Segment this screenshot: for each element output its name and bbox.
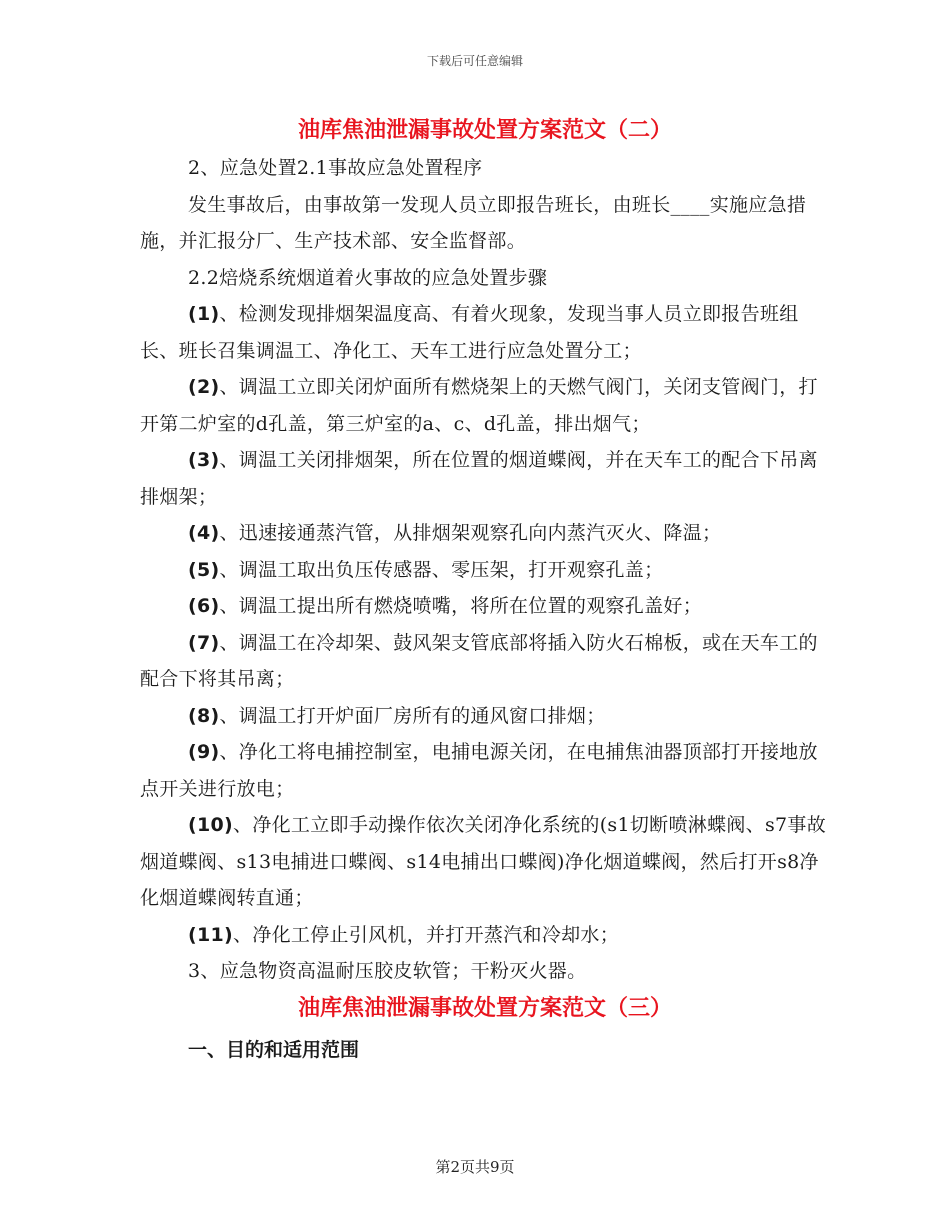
step-number: (7) <box>188 631 220 654</box>
paragraph-text: 、调温工在冷却架、鼓风架支管底部将插入防火石棉板，或在天车工的配合下将其吊离； <box>140 631 818 690</box>
paragraph <box>140 625 830 698</box>
step-number: (10) <box>188 814 234 836</box>
document-content <box>140 112 830 1068</box>
header-note: 下载后可任意编辑 <box>426 54 523 68</box>
section-2-body <box>140 150 830 990</box>
step-number: (9) <box>188 741 220 763</box>
step-number: (8) <box>188 704 220 727</box>
paragraph <box>140 552 830 589</box>
paragraph-text: 、调温工关闭排烟架，所在位置的烟道蝶阀，并在天车工的配合下吊离排烟架； <box>140 449 818 508</box>
step-number: (2) <box>188 376 220 398</box>
paragraph <box>140 953 830 990</box>
step-number: (3) <box>188 449 220 471</box>
paragraph <box>140 150 830 187</box>
paragraph-text: 2、应急处置2.1事故应急处置程序 <box>188 157 483 179</box>
paragraph <box>140 917 830 954</box>
step-number: (5) <box>188 558 220 581</box>
step-number: (1) <box>188 303 220 325</box>
paragraph-text: 、迅速接通蒸汽管，从排烟架观察孔向内蒸汽灭火、降温； <box>219 522 722 544</box>
paragraph <box>140 260 830 297</box>
paragraph-text: 、调温工提出所有燃烧喷嘴，将所在位置的观察孔盖好； <box>219 595 703 617</box>
paragraph <box>140 369 830 442</box>
step-number: (11) <box>188 923 234 946</box>
paragraph <box>140 296 830 369</box>
paragraph-text: 、调温工打开炉面厂房所有的通风窗口排烟； <box>219 704 606 727</box>
page-number: 第2页共9页 <box>435 1158 515 1176</box>
paragraph-text: 、净化工立即手动操作依次关闭净化系统的(s1切断喷淋蝶阀、s7事故烟道蝶阀、s13电捕进口蝶阀、s14电捕出口蝶阀)净化烟道蝶阀，然后打开s8净化烟道蝶阀转直通； <box>140 814 827 909</box>
paragraph-text: 发生事故后，由事故第一发现人员立即报告班长，由班长____实施应急措施，并汇报分厂、生产技术部、安全监督部。 <box>140 193 807 252</box>
paragraph-text: 、检测发现排烟架温度高、有着火现象，发现当事人员立即报告班组长、班长召集调温工、净化工、天车工进行应急处置分工； <box>140 303 799 362</box>
paragraph <box>140 515 830 552</box>
paragraph <box>140 734 830 807</box>
paragraph <box>140 442 830 515</box>
paragraph-text: 2.2焙烧系统烟道着火事故的应急处置步骤 <box>188 266 548 289</box>
paragraph <box>140 588 830 625</box>
paragraph-text: 、净化工将电捕控制室，电捕电源关闭，在电捕焦油器顶部打开接地放点开关进行放电； <box>140 741 818 800</box>
paragraph <box>140 187 830 260</box>
paragraph-text: 、调温工取出负压传感器、零压架，打开观察孔盖； <box>219 558 664 581</box>
paragraph-text: 、调温工立即关闭炉面所有燃烧架上的天燃气阀门，关闭支管阀门，打开第二炉室的d孔盖，第三炉室的a、c、d孔盖，排出烟气； <box>140 376 818 435</box>
section-title-2: 油库焦油泄漏事故处置方案范文（二） <box>297 117 672 143</box>
paragraph-text: 、净化工停止引风机，并打开蒸汽和冷却水； <box>233 923 620 946</box>
paragraph-text: 3、应急物资高温耐压胶皮软管；干粉灭火器。 <box>188 960 587 982</box>
section-title-3: 油库焦油泄漏事故处置方案范文（三） <box>297 994 672 1021</box>
paragraph <box>140 807 830 917</box>
step-number: (4) <box>188 522 220 544</box>
step-number: (6) <box>188 595 220 617</box>
paragraph <box>140 698 830 735</box>
section-3-heading: 一、目的和适用范围 <box>188 1038 360 1061</box>
